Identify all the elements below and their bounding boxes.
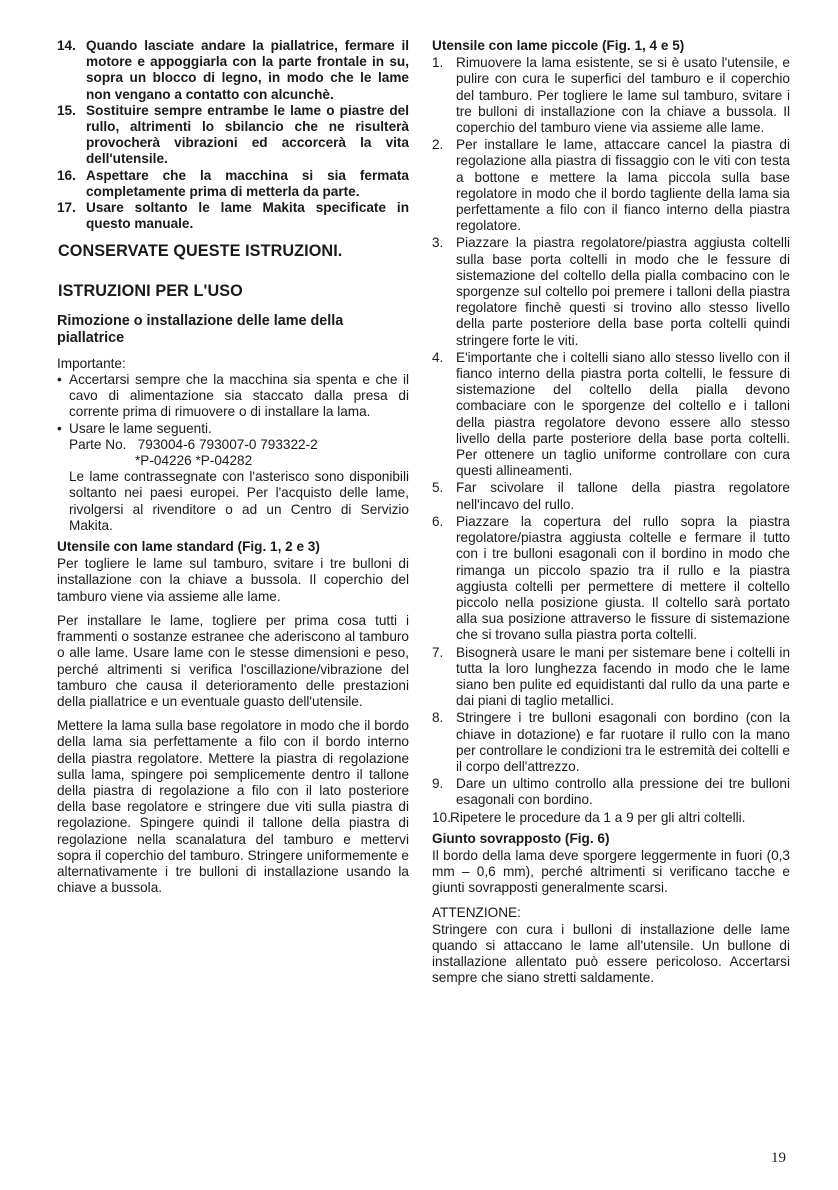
item-number: 16. <box>57 167 76 183</box>
item-text: Per installare le lame, attaccare cancel la piastra di regolazione alla piastra di fissaggio con le viti con testa a bottone e mettere la lama piccola sulla base regolatore in modo che il bordo tagliente della lama sia perfettamente a filo con il fianco interno della piastra regolatore. <box>456 137 790 234</box>
paragraph: Per togliere le lame sul tamburo, svitare i tre bulloni di installazione con la chiave a bussola. Il coperchio del tamburo viene via assieme alle lame. <box>57 556 409 604</box>
right-column <box>432 38 790 995</box>
item-number: 6. <box>432 513 444 529</box>
item-text: Stringere i tre bulloni esagonali con bordino (con la chiave in dotazione) e far ruotare il rullo con la mano per controllare le condizioni tra le estremità dei coltelli e il corpo dell'attrezzo. <box>456 710 790 774</box>
list-item <box>432 810 790 826</box>
item-number: 1. <box>432 55 444 71</box>
item-text: E'importante che i coltelli siano allo stesso livello con il fianco interno della piastra porta coltelli, le fessure di sistemazione del coltello della pialla devono combaciare con le sporgenze del coltello e i talloni della piastra regolatore devono essere allo stesso livello della parte posteriore della base porta coltelli. Per ottenere un taglio uniforme controllare con cura questi allineamenti. <box>456 349 790 479</box>
item-number: 10. <box>432 809 451 825</box>
heading-standard: Utensile con lame standard (Fig. 1, 2 e 3) <box>57 539 320 555</box>
list-item <box>432 350 790 480</box>
list-item <box>432 235 790 348</box>
item-text: Quando lasciate andare la piallatrice, fermare il motore e appoggiarla con la parte frontale in su, sopra un blocco di legno, in modo che le lame non vengano a contatto con alcunchè. <box>86 38 409 102</box>
heading-piccole: Utensile con lame piccole (Fig. 1, 4 e 5) <box>432 38 685 53</box>
item-text: Bisognerà usare le mani per sistemare bene i coltelli in tutta la loro lunghezza facendo in modo che le lame siano ben pulite ed equidistanti dal rullo da una parte e dai piani di taglio metallici. <box>456 644 790 709</box>
paragraph: Stringere con cura i bulloni di installazione delle lame quando si attaccano le lame all'utensile. Un bullone di installazione allentato può essere pericoloso. Accertarsi sempre che siano stretti saldamente. <box>432 921 790 986</box>
page-number: 19 <box>771 1150 786 1166</box>
item-number: 5. <box>432 480 444 496</box>
item-text: Aspettare che la macchina si sia fermata completamente prima di metterla da parte. <box>86 167 409 199</box>
paragraph: Per installare le lame, togliere per prima cosa tutti i frammenti o sostanze estranee che aderiscono al tamburo o alle lame. Usare lame con le stesse dimensioni e peso, perché altrimenti si verifica l'oscillazione/vibrazione del tamburo che causa il deterioramento delle prestazioni della piallatrice e un eventuale guasto dell'utensile. <box>57 612 409 709</box>
item-text: Sostituire sempre entrambe le lame o piastre del rullo, altrimenti lo sbilancio che ne risulterà provocherà vibrazioni ed accorcerà la vita dell'utensile. <box>86 102 409 167</box>
item-number: 17. <box>57 200 76 216</box>
item-text: Piazzare la copertura del rullo sopra la piastra regolatore/piastra aggiusta coltelle e fermare il tutto con i tre bulloni esagonali con il bordino in modo che rimanga un piccolo spazio tra il rullo e la piastra aggiusta coltelli per permettere di mettere il coltello piccolo nella posizione giusta. Il coltello sarà portato alla sua posizione attraverso le fissure di sistemazione che si trovano sulla piastra porta coltelli. <box>456 513 790 643</box>
heading-istruzioni-uso: ISTRUZIONI PER L'USO <box>58 281 243 300</box>
parts-numbers <box>57 437 409 469</box>
list-item <box>432 137 790 234</box>
importante-label: Importante: <box>57 355 126 371</box>
bullet-icon: • <box>57 372 62 388</box>
item-number: 8. <box>432 710 444 726</box>
item-text: Ripetere le procedure da 1 a 9 per gli altri coltelli. <box>450 809 746 825</box>
bullet-text: Usare le lame seguenti. <box>69 420 212 436</box>
bullet-text: Accertarsi sempre che la macchina sia spenta e che il cavo di alimentazione sia staccato dalla presa di corrente prima di rimuovere o di installare la lama. <box>69 372 409 420</box>
parts-note: Le lame contrassegnate con l'asterisco sono disponibili soltanto nei paesi europei. Per l'acquisto delle lame, rivolgersi al rivenditore o ad un Centro di Servizio Makita. <box>69 469 409 533</box>
heading-giunto: Giunto sovrapposto (Fig. 6) <box>432 830 610 846</box>
paragraph: Mettere la lama sulla base regolatore in modo che il bordo della lama sia perfettamente a filo con il bordo interno della piastra regolatore. Mettere la piastra di regolazione sulla lama, spingere poi semplicemente dentro il tallone della piastra di regolazione a filo con il lato posteriore della base regolatore e stringere due viti sulla piastra di regolazione. Spingere quindi il tallone della piastra di regolazione nella scanalatura del tamburo e mettervi sopra il coperchio del tamburo. Stringere uniformemente e alternativamente i tre bulloni di installazione usando la chiave a bussola. <box>57 718 409 896</box>
list-item <box>57 38 409 103</box>
parts-line: Parte No. 793004-6 793007-0 793322-2 <box>69 436 318 452</box>
heading-rimozione: Rimozione o installazione delle lame della piallatrice <box>57 312 344 347</box>
list-item <box>432 55 790 136</box>
list-item <box>432 776 790 808</box>
list-item <box>57 168 409 200</box>
steps-list <box>432 55 790 826</box>
bullet-list <box>57 372 409 437</box>
list-item <box>432 645 790 710</box>
list-item <box>432 480 790 512</box>
list-item <box>57 372 409 421</box>
item-number: 15. <box>57 102 76 118</box>
parts-line: *P-04226 *P-04282 <box>135 453 253 469</box>
item-text: Dare un ultimo controllo alla pressione dei tre bulloni esagonali con bordino. <box>456 776 790 808</box>
bullet-icon: • <box>57 420 62 436</box>
paragraph: Il bordo della lama deve sporgere leggermente in fuori (0,3 mm – 0,6 mm), perché altrimenti si verificano tacche e giunti sovrapposti generalmente scarsi. <box>432 847 790 896</box>
list-item <box>57 200 409 232</box>
list-item <box>432 710 790 775</box>
item-number: 9. <box>432 776 444 792</box>
item-text: Piazzare la piastra regolatore/piastra aggiusta coltelli sulla base porta coltelli in modo che le fessure di sistemazione del coltello della pialla combacino con le sporgenze sul coltello poi premere i talloni della piastra regolatore finchè questi si trovino allo stesso livello della parte posteriore della base porta coltelli quindi stringere forte le viti. <box>456 235 790 348</box>
item-number: 7. <box>432 644 444 660</box>
item-number: 14. <box>57 38 76 53</box>
item-text: Rimuovere la lama esistente, se si è usato l'utensile, e pulire con cura le superfici del tamburo e il coperchio del tamburo. Per togliere le lame sul tamburo, svitare i tre bulloni di installazione con la chiave a bussola. Il coperchio del tamburo viene via assieme alle lame. <box>456 55 790 136</box>
attenzione-label: ATTENZIONE: <box>432 904 521 920</box>
left-column <box>57 38 409 904</box>
item-number: 2. <box>432 137 444 153</box>
list-item <box>57 421 409 437</box>
item-text: Usare soltanto le lame Makita specificate in questo manuale. <box>86 200 409 232</box>
list-item <box>57 103 409 168</box>
heading-conserve: CONSERVATE QUESTE ISTRUZIONI. <box>58 242 343 261</box>
item-number: 3. <box>432 235 444 251</box>
item-text: Far scivolare il tallone della piastra regolatore nell'incavo del rullo. <box>456 480 790 512</box>
item-number: 4. <box>432 349 444 365</box>
safety-warnings-list <box>57 38 409 232</box>
list-item <box>432 514 790 644</box>
